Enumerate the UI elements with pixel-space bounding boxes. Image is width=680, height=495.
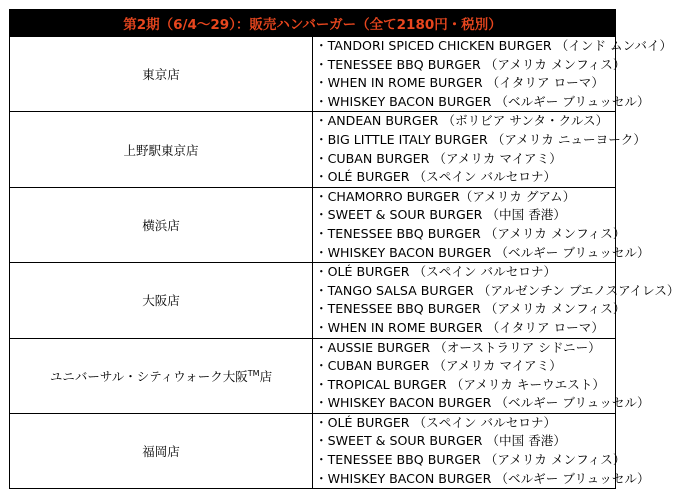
table-row (10, 112, 616, 187)
burger-item: ・TROPICAL BURGER （アメリカ キーウエスト） (315, 376, 606, 392)
burger-item: ・OLÉ BURGER （スペイン バルセロナ） (315, 264, 557, 280)
burger-item: ・WHISKEY BACON BURGER （ベルギー ブリュッセル） (315, 244, 650, 260)
store-name: 東京店 (142, 67, 180, 83)
store-name: 横浜店 (142, 217, 180, 233)
burger-menu-table (9, 9, 680, 489)
table-header: 第2期（6/4～29）：販売ハンバーガー（全て2180円・税別） (10, 10, 616, 37)
store-name-cell (10, 413, 313, 488)
burger-item: ・TENESSEE BBQ BURGER （アメリカ メンフィス） (315, 56, 626, 72)
store-name: ユニバーサル・シティウォーク大阪 (49, 368, 248, 384)
burger-list-cell (313, 338, 650, 413)
store-name-cell (10, 37, 313, 112)
store-name-suffix: 店 (259, 368, 273, 384)
burger-item: ・TENESSEE BBQ BURGER （アメリカ メンフィス） (315, 452, 626, 468)
burger-item: ・ANDEAN BURGER （ボリビア サンタ・クルス） (315, 113, 609, 129)
burger-item: ・AUSSIE BURGER （オーストラリア シドニー） (315, 339, 601, 355)
burger-item: ・CUBAN BURGER （アメリカ マイアミ） (315, 150, 562, 166)
table-row (10, 413, 616, 488)
burger-item: ・TENESSEE BBQ BURGER （アメリカ メンフィス） (315, 301, 626, 317)
store-name-cell (10, 338, 313, 413)
burger-item: ・TANGO SALSA BURGER （アルゼンチン ブエノスアイレス） (315, 282, 680, 298)
burger-item: ・TANDORI SPICED CHICKEN BURGER （インド ムンバイ） (315, 38, 673, 53)
burger-list-cell (313, 112, 646, 187)
store-name: 大阪店 (142, 293, 180, 309)
store-name-cell (10, 263, 313, 338)
burger-item: ・WHISKEY BACON BURGER （ベルギー ブリュッセル） (315, 470, 650, 486)
table-row (10, 37, 616, 112)
burger-item: ・OLÉ BURGER （スペイン バルセロナ） (315, 169, 557, 185)
table-row (10, 338, 616, 413)
burger-item: ・CHAMORRO BURGER（アメリカ グアム） (315, 188, 576, 204)
store-name: 福岡店 (142, 444, 180, 460)
burger-item: ・WHISKEY BACON BURGER （ベルギー ブリュッセル） (315, 93, 650, 109)
burger-item: ・OLÉ BURGER （スペイン バルセロナ） (315, 414, 557, 430)
burger-list-cell (313, 187, 650, 262)
burger-item: ・BIG LITTLE ITALY BURGER （アメリカ ニューヨーク） (315, 131, 646, 147)
burger-item: ・TENESSEE BBQ BURGER （アメリカ メンフィス） (315, 225, 626, 241)
table-row (10, 187, 616, 262)
burger-list-cell (313, 263, 680, 338)
trademark-mark: TM (247, 368, 260, 378)
store-name: 上野駅東京店 (123, 142, 199, 158)
burger-item: ・WHISKEY BACON BURGER （ベルギー ブリュッセル） (315, 395, 650, 411)
burger-item: ・WHEN IN ROME BURGER （イタリア ローマ） (315, 75, 604, 91)
table-body (10, 37, 680, 489)
store-name-cell (10, 187, 313, 262)
table-row (10, 263, 616, 338)
burger-list-cell (313, 37, 673, 112)
store-name-cell (10, 112, 313, 187)
burger-item: ・SWEET & SOUR BURGER （中国 香港） (315, 207, 566, 223)
burger-item: ・CUBAN BURGER （アメリカ マイアミ） (315, 358, 562, 374)
burger-item: ・SWEET & SOUR BURGER （中国 香港） (315, 433, 566, 449)
burger-list-cell (313, 413, 650, 488)
burger-item: ・WHEN IN ROME BURGER （イタリア ローマ） (315, 319, 604, 335)
menu-table-container (9, 9, 680, 489)
